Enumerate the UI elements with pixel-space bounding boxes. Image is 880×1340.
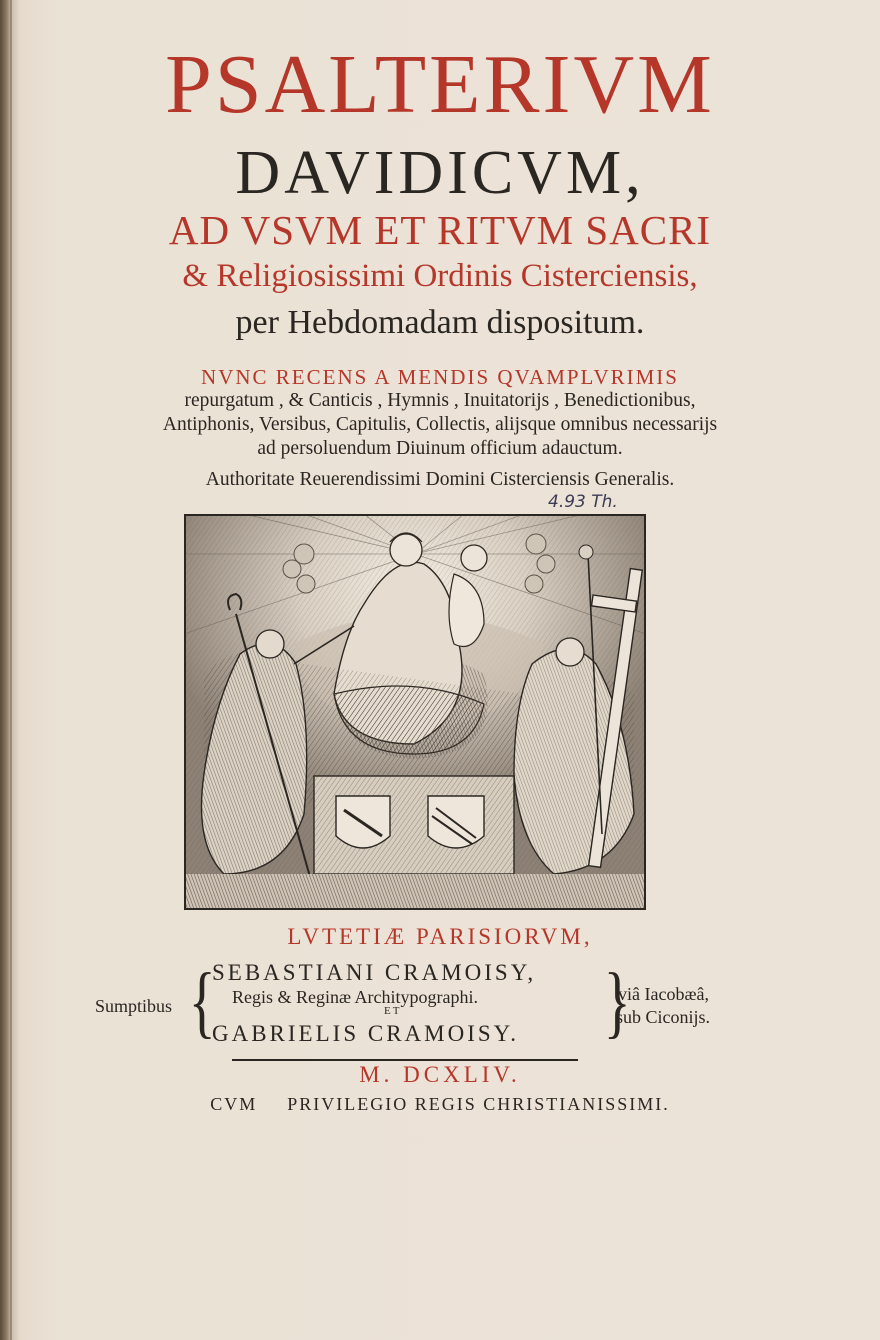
title-ad-usum: AD VSVM ET RITVM SACRI: [168, 207, 712, 253]
subtitle-line-1: repurgatum , & Canticis , Hymnis , Inuitatorijs , Benedictionibus,: [184, 390, 696, 411]
subtitle-line-3: ad persoluendum Diuinum officium adauctum.: [257, 438, 623, 459]
printer-gabrielis: GABRIELIS CRAMOISY.: [212, 1021, 520, 1046]
printer-sebastiani: SEBASTIANI CRAMOISY,: [212, 960, 537, 985]
imprint-sumptibus: Sumptibus: [95, 996, 173, 1016]
title-religiosissimi: & Religiosissimi Ordinis Cisterciensis,: [182, 258, 698, 294]
privilege-line: [0, 1094, 880, 1115]
subtitle-nunc-recens: NVNC RECENS A MENDIS QVAMPLVRIMIS: [201, 365, 679, 389]
title-psalterium: PSALTERIVM: [165, 38, 715, 131]
imprint-place: LVTETIÆ PARISIORVM,: [287, 924, 593, 949]
printer-title: Regis & Reginæ Architypographi.: [232, 987, 478, 1007]
engraving-virgin-and-child-with-saints: [184, 514, 646, 910]
address-sub-ciconijs: sub Ciconijs.: [616, 1007, 711, 1027]
privilege-text: PRIVILEGIO REGIS CHRISTIANISSIMI.: [287, 1094, 670, 1114]
title-davidicum: DAVIDICVM,: [235, 139, 645, 207]
privilege-cvm: CVM: [210, 1094, 258, 1114]
address-via-iacobaea: viâ Iacobæâ,: [618, 984, 709, 1004]
authority-line: Authoritate Reuerendissimi Domini Cisterciensis Generalis.: [205, 469, 675, 490]
title-per-hebdomadam: per Hebdomadam dispositum.: [235, 304, 645, 341]
right-brace: }: [603, 958, 631, 1046]
imprint-year: M. DCXLIV.: [359, 1062, 521, 1087]
subtitle-line-2: Antiphonis, Versibus, Capitulis, Collectis, alijsque omnibus necessarijs: [162, 414, 718, 435]
handwritten-shelfmark: 4.93 Th.: [548, 492, 618, 512]
imprint-rule: [232, 1059, 578, 1061]
left-brace: {: [188, 958, 216, 1046]
imprint-et: ET: [384, 1005, 402, 1017]
